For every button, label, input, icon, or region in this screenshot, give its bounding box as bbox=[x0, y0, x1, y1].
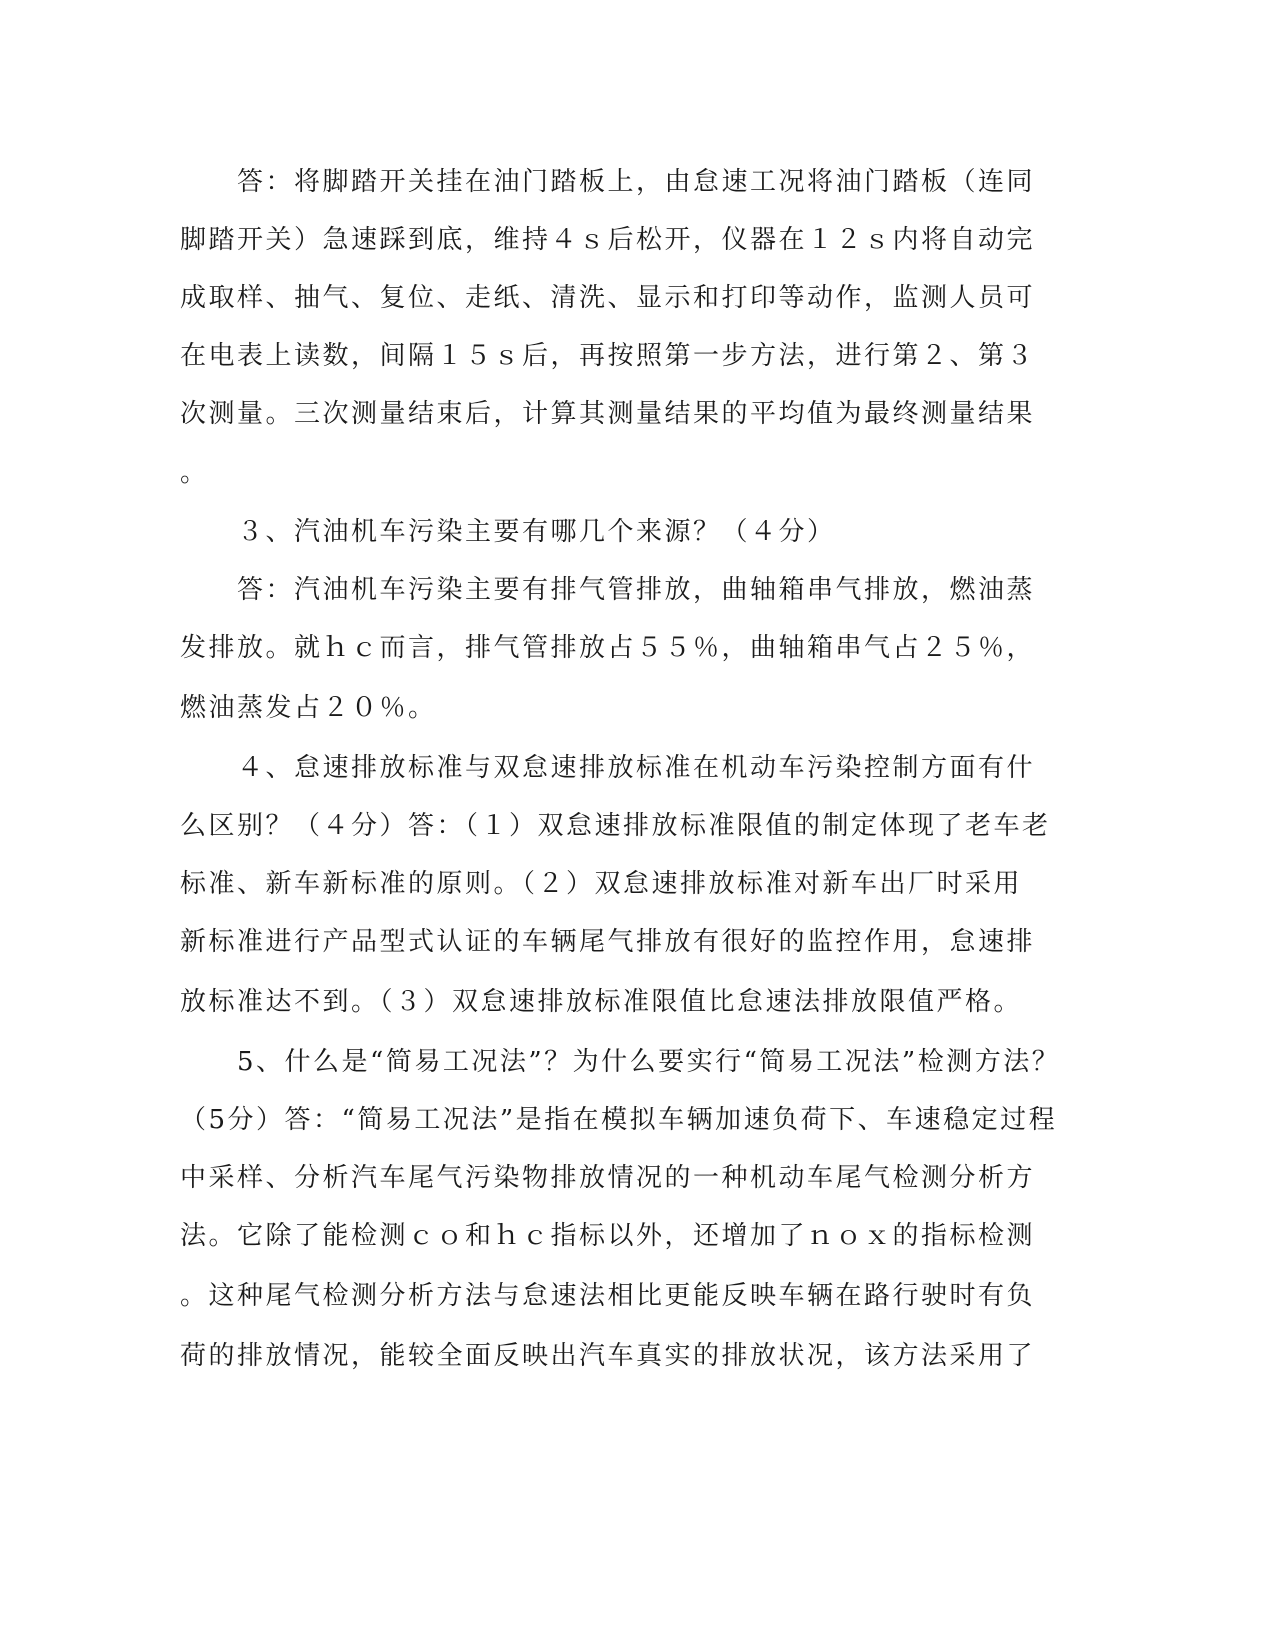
text-line: 脚踏开关）急速踩到底，维持４ｓ后松开，仪器在１２ｓ内将自动完 bbox=[180, 225, 1036, 255]
text-line: 发排放。就ｈｃ而言，排气管排放占５５％，曲轴箱串气占２５％， bbox=[180, 633, 1036, 663]
text-line: 燃油蒸发占２０％。 bbox=[180, 693, 437, 723]
text-line: 。这种尾气检测分析方法与怠速法相比更能反映车辆在路行驶时有负 bbox=[180, 1281, 1036, 1311]
text-line: 放标准达不到。（３）双怠速排放标准限值比怠速法排放限值严格。 bbox=[180, 987, 1023, 1017]
text-line: 答：汽油机车污染主要有排气管排放，曲轴箱串气排放，燃油蒸 bbox=[180, 575, 1036, 605]
text-line: 荷的排放情况，能较全面反映出汽车真实的排放状况，该方法采用了 bbox=[180, 1341, 1036, 1371]
question-heading: 5、什么是“简易工况法”？为什么要实行“简易工况法”检测方法？ bbox=[180, 1047, 1061, 1077]
question-heading: ４、怠速排放标准与双怠速排放标准在机动车污染控制方面有什 bbox=[180, 753, 1036, 783]
text-line: 中采样、分析汽车尾气污染物排放情况的一种机动车尾气检测分析方 bbox=[180, 1163, 1036, 1193]
question-heading: ３、汽油机车污染主要有哪几个来源？（４分） bbox=[180, 517, 836, 547]
text-line: 成取样、抽气、复位、走纸、清洗、显示和打印等动作，监测人员可 bbox=[180, 283, 1036, 313]
text-line: 次测量。三次测量结束后，计算其测量结果的平均值为最终测量结果 bbox=[180, 399, 1036, 429]
text-line: （5分）答：“简易工况法”是指在模拟车辆加速负荷下、车速稳定过程 bbox=[180, 1105, 1058, 1135]
text-line: 在电表上读数，间隔１５ｓ后，再按照第一步方法，进行第２、第３ bbox=[180, 341, 1036, 371]
text-line: 标准、新车新标准的原则。（２）双怠速排放标准对新车出厂时采用 bbox=[180, 869, 1023, 899]
text-line: 么区别？（４分）答：（１）双怠速排放标准限值的制定体现了老车老 bbox=[180, 811, 1051, 841]
text-line: 答：将脚踏开关挂在油门踏板上，由怠速工况将油门踏板（连同 bbox=[180, 167, 1036, 197]
text-line: 法。它除了能检测ｃｏ和ｈｃ指标以外，还增加了ｎｏｘ的指标检测 bbox=[180, 1221, 1036, 1251]
text-line: 。 bbox=[180, 458, 209, 488]
text-line: 新标准进行产品型式认证的车辆尾气排放有很好的监控作用，怠速排 bbox=[180, 927, 1036, 957]
